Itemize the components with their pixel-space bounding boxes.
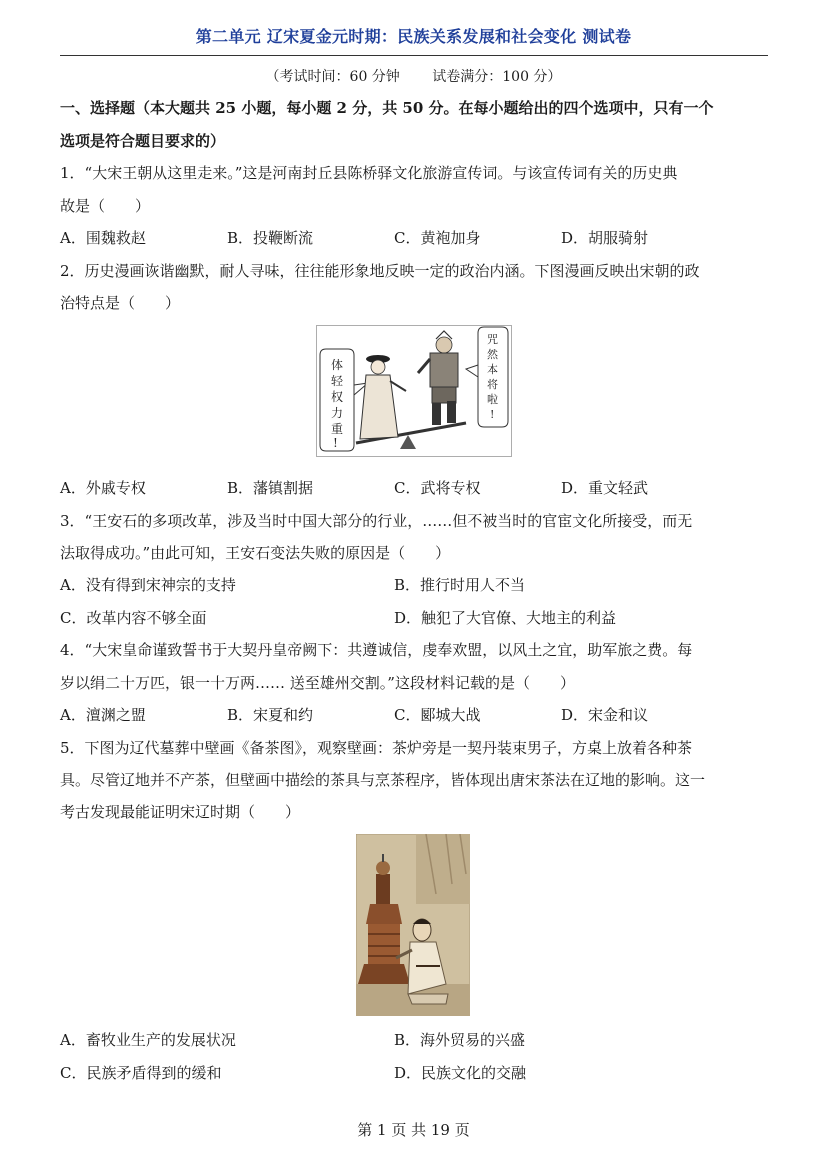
q2-line1: 2．历史漫画诙谐幽默，耐人寻味，往往能形象地反映一定的政治内涵。下图漫画反映出宋朝的政 (60, 262, 700, 280)
q3-line2: 法取得成功。”由此可知，王安石变法失败的原因是（ ） (60, 544, 451, 562)
q3-option-d[interactable]: D．触犯了大官僚、大地主的利益 (394, 609, 617, 627)
section-heading-line1: 一、选择题（本大题共 25 小题，每小题 2 分，共 50 分。在每小题给出的四个选项中，只有一个 (60, 99, 714, 117)
q2-option-d[interactable]: D．重文轻武 (561, 479, 649, 497)
q1-line2: 故是（ ） (60, 197, 151, 215)
q5-line2: 具。尽管辽地并不产茶，但壁画中描绘的茶具与烹茶程序，皆体现出唐宋茶法在辽地的影响。这一 (60, 771, 706, 789)
q1-option-a[interactable]: A．围魏救赵 (60, 229, 146, 247)
q5-option-d[interactable]: D．民族文化的交融 (394, 1064, 527, 1082)
full-score: 试卷满分：100 分） (432, 69, 562, 85)
page-number: 第 1 页 共 19 页 (357, 1121, 470, 1139)
q4-option-a[interactable]: A．澶渊之盟 (60, 706, 146, 724)
q1-option-c[interactable]: C．黄袍加身 (394, 229, 481, 247)
q5-option-b[interactable]: B．海外贸易的兴盛 (394, 1031, 526, 1049)
q5-option-a[interactable]: A．畜牧业生产的发展状况 (60, 1031, 236, 1049)
header-divider (60, 55, 768, 56)
q4-option-c[interactable]: C．郾城大战 (394, 706, 481, 724)
q4-line2: 岁以绢二十万匹，银一十万两…… 送至雄州交割。”这段材料记载的是（ ） (60, 674, 575, 692)
q3-option-a[interactable]: A．没有得到宋神宗的支持 (60, 576, 236, 594)
q3-option-b[interactable]: B．推行时用人不当 (394, 576, 526, 594)
section-heading-line2: 选项是符合题目要求的） (60, 132, 226, 150)
tea-mural-figure (356, 834, 470, 1016)
q1-option-d[interactable]: D．胡服骑射 (561, 229, 649, 247)
q2-option-b[interactable]: B．藩镇割据 (227, 479, 314, 497)
q5-line3: 考古发现最能证明宋辽时期（ ） (60, 803, 301, 821)
right-bubble-text: 咒然本将啦! (487, 333, 498, 421)
q2-line2: 治特点是（ ） (60, 294, 181, 312)
q2-option-a[interactable]: A．外戚专权 (60, 479, 146, 497)
q5-line1: 5．下图为辽代墓葬中壁画《备茶图》，观察壁画：茶炉旁是一契丹装束男子，方桌上放着各种茶 (60, 739, 693, 757)
left-bubble-text: 体轻权力重! (331, 358, 344, 450)
q1-line1: 1．“大宋王朝从这里走来。”这是河南封丘县陈桥驿文化旅游宣传词。与该宣传词有关的历史典 (60, 164, 678, 182)
exam-time: （考试时间：60 分钟 (265, 69, 400, 85)
q2-option-c[interactable]: C．武将专权 (394, 479, 481, 497)
q5-option-c[interactable]: C．民族矛盾得到的缓和 (60, 1064, 222, 1082)
q3-option-c[interactable]: C．改革内容不够全面 (60, 609, 207, 627)
cartoon-figure (316, 325, 512, 457)
q4-line1: 4．“大宋皇命谨致誓书于大契丹皇帝阙下：共遵诚信，虔奉欢盟，以风土之宜，助军旅之费。每 (60, 641, 693, 659)
page-title: 第二单元 辽宋夏金元时期：民族关系发展和社会变化 测试卷 (195, 27, 632, 46)
q4-option-d[interactable]: D．宋金和议 (561, 706, 649, 724)
q3-line1: 3．“王安石的多项改革，涉及当时中国大部分的行业，……但不被当时的官宦文化所接受，而无 (60, 512, 693, 530)
exam-meta (0, 66, 827, 86)
q1-option-b[interactable]: B．投鞭断流 (227, 229, 314, 247)
q4-option-b[interactable]: B．宋夏和约 (227, 706, 314, 724)
